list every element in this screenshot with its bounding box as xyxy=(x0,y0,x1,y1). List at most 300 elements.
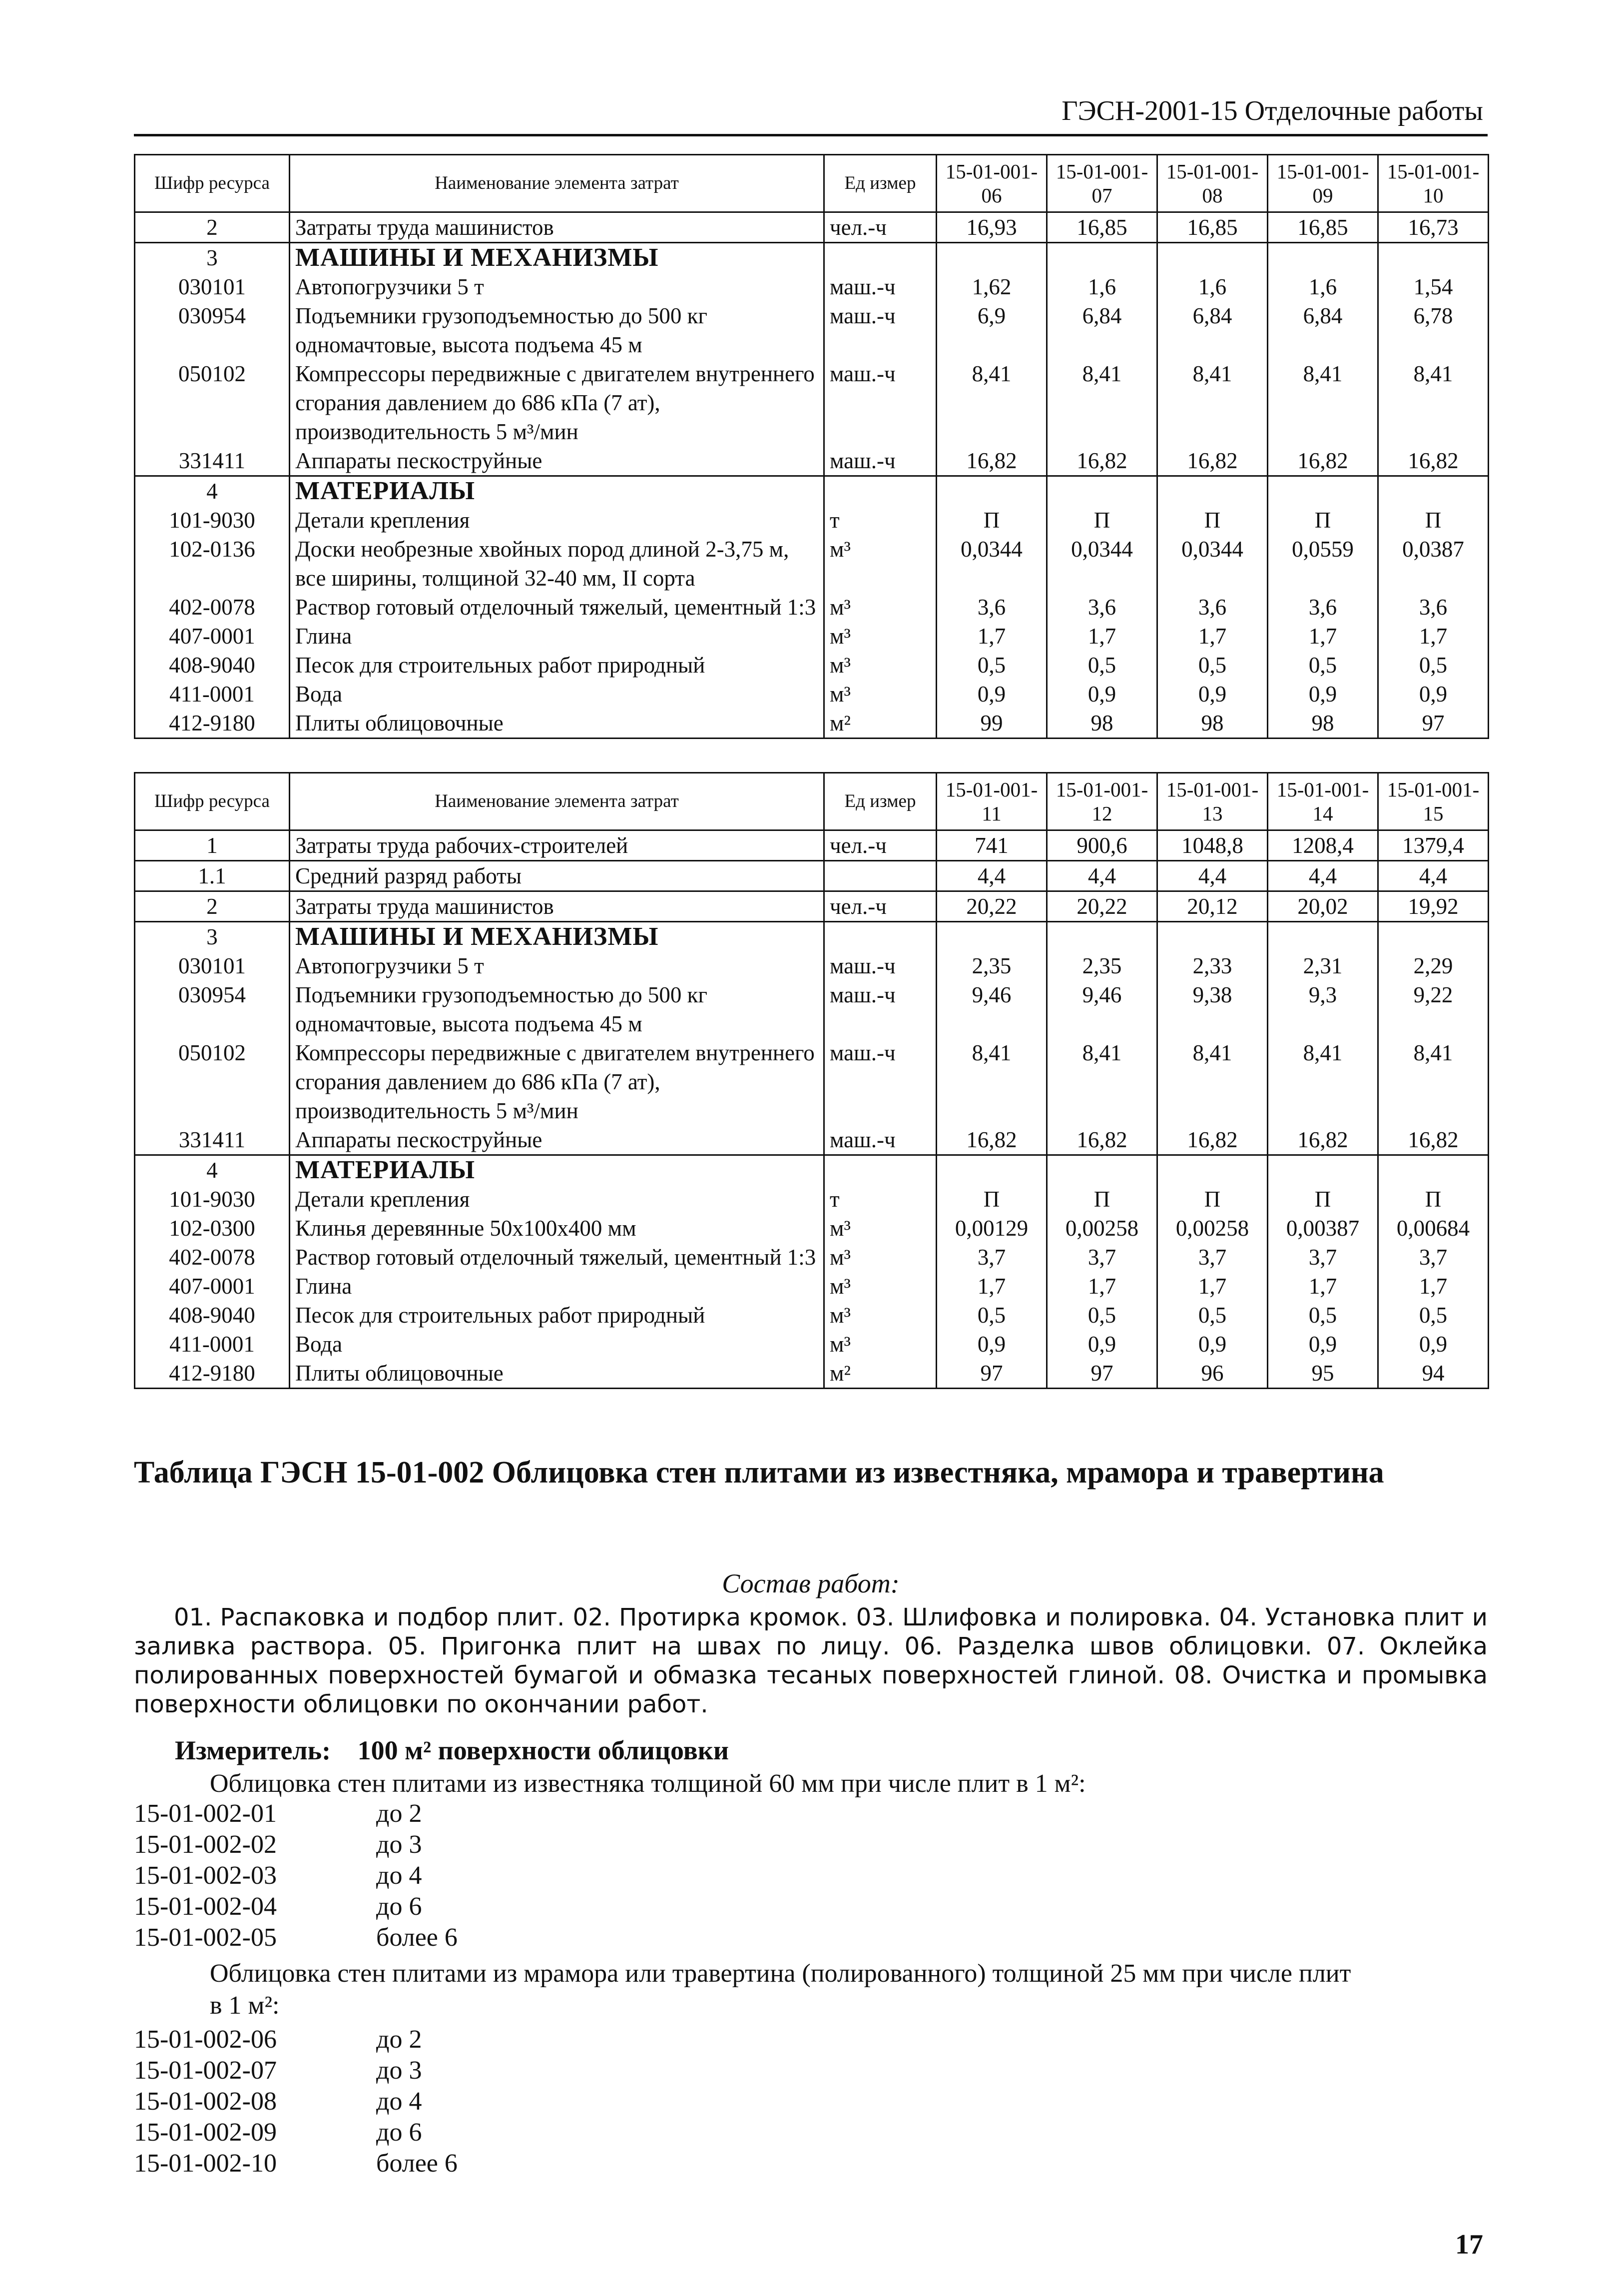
unit-cell: м² xyxy=(824,709,937,739)
table-row xyxy=(135,1359,1489,1389)
value-cell xyxy=(937,922,1047,952)
value-cell: 3,6 xyxy=(1157,593,1268,622)
value-cell: 0,0344 xyxy=(1047,535,1157,593)
table-row xyxy=(135,243,1489,273)
unit-cell xyxy=(824,476,937,506)
value-cell: 9,22 xyxy=(1378,980,1489,1038)
norm-code: 15-01-002-03 xyxy=(134,1861,277,1890)
resource-code: 1 xyxy=(135,830,290,861)
value-cell: 97 xyxy=(1047,1359,1157,1389)
value-cell: 0,5 xyxy=(1378,651,1489,680)
header-unit: Ед измер xyxy=(824,155,937,212)
value-cell: 94 xyxy=(1378,1359,1489,1389)
unit-cell: м³ xyxy=(824,1214,937,1243)
value-cell: 9,46 xyxy=(937,980,1047,1038)
unit-cell xyxy=(824,1155,937,1185)
value-cell: 9,38 xyxy=(1157,980,1268,1038)
value-cell: 0,9 xyxy=(1157,680,1268,709)
resource-name: Плиты облицовочные xyxy=(290,1359,824,1389)
norm-description: до 4 xyxy=(376,2087,422,2116)
value-cell: 19,92 xyxy=(1378,891,1489,922)
value-cell: 8,41 xyxy=(1047,359,1157,446)
unit-cell xyxy=(824,243,937,273)
value-cell: 8,41 xyxy=(1047,1038,1157,1125)
norm-code: 15-01-002-07 xyxy=(134,2056,277,2085)
value-cell: 900,6 xyxy=(1047,830,1157,861)
resource-name: Аппараты пескоструйные xyxy=(290,446,824,476)
resource-code: 407-0001 xyxy=(135,622,290,651)
measure-value: 100 м² поверхности облицовки xyxy=(357,1735,729,1765)
value-cell: 3,6 xyxy=(1047,593,1157,622)
unit-cell: м³ xyxy=(824,622,937,651)
norm-description: до 3 xyxy=(376,2056,422,2085)
value-cell: 741 xyxy=(937,830,1047,861)
value-cell: 1,7 xyxy=(1157,622,1268,651)
table-row xyxy=(135,1243,1489,1272)
value-cell: 0,5 xyxy=(1268,651,1378,680)
table-row xyxy=(135,1330,1489,1359)
value-cell: 16,93 xyxy=(937,212,1047,243)
value-cell: 0,00387 xyxy=(1268,1214,1378,1243)
value-cell: 8,41 xyxy=(1378,359,1489,446)
resource-name: Плиты облицовочные xyxy=(290,709,824,739)
norm-code: 15-01-002-02 xyxy=(134,1830,277,1859)
column-header: 15-01-001-10 xyxy=(1378,155,1489,212)
value-cell: П xyxy=(1268,506,1378,535)
unit-cell: маш.-ч xyxy=(824,301,937,359)
value-cell: 16,85 xyxy=(1047,212,1157,243)
column-header: 15-01-001-15 xyxy=(1378,773,1489,830)
column-header: 15-01-001-09 xyxy=(1268,155,1378,212)
value-cell: 16,73 xyxy=(1378,212,1489,243)
value-cell xyxy=(1157,922,1268,952)
resource-name: Компрессоры передвижные с двигателем внутреннего сгорания давлением до 686 кПа (7 ат), производительность 5 м³/мин xyxy=(290,1038,824,1125)
unit-cell: м³ xyxy=(824,1301,937,1330)
resource-code: 102-0136 xyxy=(135,535,290,593)
value-cell: 8,41 xyxy=(1268,359,1378,446)
unit-cell: м³ xyxy=(824,651,937,680)
table-row xyxy=(135,680,1489,709)
norm-code: 15-01-002-09 xyxy=(134,2118,277,2147)
value-cell: 3,7 xyxy=(1047,1243,1157,1272)
resource-code: 412-9180 xyxy=(135,1359,290,1389)
resource-code: 411-0001 xyxy=(135,680,290,709)
resource-code: 402-0078 xyxy=(135,593,290,622)
value-cell xyxy=(937,1155,1047,1185)
list-item xyxy=(134,1830,1488,1861)
table-row xyxy=(135,980,1489,1038)
value-cell: 99 xyxy=(937,709,1047,739)
norm-description: более 6 xyxy=(376,1923,458,1952)
resource-name: Детали крепления xyxy=(290,506,824,535)
norm-description: до 6 xyxy=(376,2118,422,2147)
value-cell: 1,7 xyxy=(1047,1272,1157,1301)
value-cell: 8,41 xyxy=(1378,1038,1489,1125)
resource-code: 412-9180 xyxy=(135,709,290,739)
value-cell: 4,4 xyxy=(1378,861,1489,891)
norm-code: 15-01-002-06 xyxy=(134,2025,277,2054)
unit-cell: маш.-ч xyxy=(824,359,937,446)
resource-code: 1.1 xyxy=(135,861,290,891)
header-unit: Ед измер xyxy=(824,773,937,830)
value-cell: 6,84 xyxy=(1157,301,1268,359)
header-code: Шифр ресурса xyxy=(135,773,290,830)
value-cell: 3,7 xyxy=(1378,1243,1489,1272)
resource-table-2 xyxy=(134,772,1489,1389)
unit-cell: маш.-ч xyxy=(824,272,937,301)
value-cell xyxy=(1047,243,1157,273)
value-cell: П xyxy=(1157,1185,1268,1214)
value-cell: 0,0559 xyxy=(1268,535,1378,593)
value-cell: 1,6 xyxy=(1268,272,1378,301)
value-cell: 20,22 xyxy=(1047,891,1157,922)
resource-code: 408-9040 xyxy=(135,651,290,680)
resource-code: 050102 xyxy=(135,1038,290,1125)
resource-name: Раствор готовый отделочный тяжелый, цементный 1:3 xyxy=(290,593,824,622)
value-cell: 98 xyxy=(1157,709,1268,739)
resource-name: Затраты труда машинистов xyxy=(290,891,824,922)
value-cell: 9,46 xyxy=(1047,980,1157,1038)
resource-name: Песок для строительных работ природный xyxy=(290,1301,824,1330)
value-cell: 96 xyxy=(1157,1359,1268,1389)
table-row xyxy=(135,1125,1489,1155)
value-cell: 20,12 xyxy=(1157,891,1268,922)
works-heading: Состав работ: xyxy=(722,1568,900,1598)
value-cell: 0,9 xyxy=(937,1330,1047,1359)
value-cell: 8,41 xyxy=(937,359,1047,446)
value-cell xyxy=(1157,476,1268,506)
norm-description: до 6 xyxy=(376,1892,422,1921)
resource-name: МАШИНЫ И МЕХАНИЗМЫ xyxy=(290,243,824,273)
list-item xyxy=(134,2118,1488,2149)
unit-cell: м³ xyxy=(824,593,937,622)
value-cell: 16,82 xyxy=(1378,446,1489,476)
resource-name: Подъемники грузоподъемностью до 500 кг одномачтовые, высота подъема 45 м xyxy=(290,980,824,1038)
resource-name: Затраты труда рабочих-строителей xyxy=(290,830,824,861)
resource-code: 102-0300 xyxy=(135,1214,290,1243)
resource-code: 402-0078 xyxy=(135,1243,290,1272)
value-cell xyxy=(1157,243,1268,273)
value-cell xyxy=(1378,243,1489,273)
resource-code: 4 xyxy=(135,476,290,506)
value-cell: 8,41 xyxy=(1268,1038,1378,1125)
value-cell: 16,82 xyxy=(937,446,1047,476)
norm-code: 15-01-002-10 xyxy=(134,2149,277,2178)
value-cell: 2,29 xyxy=(1378,951,1489,980)
value-cell: 97 xyxy=(1378,709,1489,739)
resource-code: 101-9030 xyxy=(135,506,290,535)
value-cell: 0,9 xyxy=(1047,680,1157,709)
table-row xyxy=(135,593,1489,622)
list-item xyxy=(134,1799,1488,1830)
table-row xyxy=(135,212,1489,243)
header-code: Шифр ресурса xyxy=(135,155,290,212)
unit-cell xyxy=(824,922,937,952)
value-cell: 3,6 xyxy=(937,593,1047,622)
resource-code: 030101 xyxy=(135,951,290,980)
unit-cell: маш.-ч xyxy=(824,1125,937,1155)
table-row xyxy=(135,1185,1489,1214)
resource-name: Затраты труда машинистов xyxy=(290,212,824,243)
table-row xyxy=(135,709,1489,739)
value-cell: 1048,8 xyxy=(1157,830,1268,861)
value-cell xyxy=(1378,1155,1489,1185)
section-title: Таблица ГЭСН 15-01-002 Облицовка стен плитами из известняка, мрамора и травертина xyxy=(134,1456,1384,1490)
table-row xyxy=(135,506,1489,535)
group2-intro: Облицовка стен плитами из мрамора или травертина (полированного) толщиной 25 мм при числе плит в 1 м²: xyxy=(210,1959,1351,2020)
value-cell: 0,00684 xyxy=(1378,1214,1489,1243)
value-cell: 0,5 xyxy=(1047,651,1157,680)
resource-code: 3 xyxy=(135,243,290,273)
value-cell: 16,82 xyxy=(1268,1125,1378,1155)
value-cell: П xyxy=(1047,1185,1157,1214)
value-cell: П xyxy=(937,1185,1047,1214)
column-header: 15-01-001-14 xyxy=(1268,773,1378,830)
resource-code: 101-9030 xyxy=(135,1185,290,1214)
value-cell: 0,9 xyxy=(1268,680,1378,709)
resource-code: 407-0001 xyxy=(135,1272,290,1301)
resource-name: Автопогрузчики 5 т xyxy=(290,272,824,301)
value-cell: 1,7 xyxy=(1378,1272,1489,1301)
value-cell: 0,5 xyxy=(1157,1301,1268,1330)
value-cell: П xyxy=(1268,1185,1378,1214)
table-row xyxy=(135,861,1489,891)
unit-cell: т xyxy=(824,1185,937,1214)
value-cell: 6,84 xyxy=(1268,301,1378,359)
table-row xyxy=(135,301,1489,359)
unit-cell: чел.-ч xyxy=(824,212,937,243)
value-cell: 16,85 xyxy=(1268,212,1378,243)
value-cell: 4,4 xyxy=(1157,861,1268,891)
page-number: 17 xyxy=(1455,2229,1483,2260)
value-cell: П xyxy=(1378,506,1489,535)
value-cell: П xyxy=(1157,506,1268,535)
value-cell: 2,31 xyxy=(1268,951,1378,980)
unit-cell: м³ xyxy=(824,1272,937,1301)
value-cell: 16,82 xyxy=(1378,1125,1489,1155)
value-cell: 98 xyxy=(1268,709,1378,739)
value-cell xyxy=(1047,922,1157,952)
value-cell: 4,4 xyxy=(937,861,1047,891)
table-row xyxy=(135,830,1489,861)
value-cell: 0,00258 xyxy=(1047,1214,1157,1243)
column-header: 15-01-001-12 xyxy=(1047,773,1157,830)
unit-cell: маш.-ч xyxy=(824,1038,937,1125)
value-cell: 16,82 xyxy=(1157,446,1268,476)
value-cell: 16,85 xyxy=(1157,212,1268,243)
value-cell: 0,5 xyxy=(1378,1301,1489,1330)
resource-name: Детали крепления xyxy=(290,1185,824,1214)
resource-name: Автопогрузчики 5 т xyxy=(290,951,824,980)
list-item xyxy=(134,1923,1488,1954)
value-cell xyxy=(937,476,1047,506)
value-cell: 95 xyxy=(1268,1359,1378,1389)
measure-line xyxy=(175,1735,729,1766)
value-cell: 1,7 xyxy=(1268,622,1378,651)
value-cell xyxy=(1268,243,1378,273)
value-cell xyxy=(1157,1155,1268,1185)
value-cell: 0,5 xyxy=(1268,1301,1378,1330)
resource-name: Клинья деревянные 50х100х400 мм xyxy=(290,1214,824,1243)
value-cell: 0,9 xyxy=(1047,1330,1157,1359)
table-row xyxy=(135,891,1489,922)
table-row xyxy=(135,1155,1489,1185)
value-cell: 3,7 xyxy=(1157,1243,1268,1272)
norm-description: до 3 xyxy=(376,1830,422,1859)
value-cell: 0,5 xyxy=(1047,1301,1157,1330)
list-item xyxy=(134,2056,1488,2087)
resource-code: 331411 xyxy=(135,1125,290,1155)
resource-code: 050102 xyxy=(135,359,290,446)
header-name: Наименование элемента затрат xyxy=(290,155,824,212)
unit-cell: маш.-ч xyxy=(824,446,937,476)
table-row xyxy=(135,272,1489,301)
value-cell: 97 xyxy=(937,1359,1047,1389)
resource-name: Аппараты пескоструйные xyxy=(290,1125,824,1155)
resource-name: Вода xyxy=(290,1330,824,1359)
value-cell xyxy=(1268,922,1378,952)
value-cell: 1,62 xyxy=(937,272,1047,301)
value-cell: 8,41 xyxy=(1157,1038,1268,1125)
value-cell: 1,7 xyxy=(937,1272,1047,1301)
unit-cell xyxy=(824,861,937,891)
value-cell: 0,0344 xyxy=(1157,535,1268,593)
value-cell: 16,82 xyxy=(937,1125,1047,1155)
unit-cell: маш.-ч xyxy=(824,951,937,980)
value-cell: 0,0344 xyxy=(937,535,1047,593)
value-cell: 2,35 xyxy=(937,951,1047,980)
value-cell: 0,9 xyxy=(1268,1330,1378,1359)
list-item xyxy=(134,1892,1488,1923)
value-cell: 0,9 xyxy=(937,680,1047,709)
value-cell: 16,82 xyxy=(1157,1125,1268,1155)
value-cell: 4,4 xyxy=(1268,861,1378,891)
value-cell: 20,02 xyxy=(1268,891,1378,922)
value-cell: 16,82 xyxy=(1268,446,1378,476)
resource-code: 331411 xyxy=(135,446,290,476)
norm-description: до 4 xyxy=(376,1861,422,1890)
resource-code: 408-9040 xyxy=(135,1301,290,1330)
value-cell: 1,7 xyxy=(1378,622,1489,651)
unit-cell: т xyxy=(824,506,937,535)
value-cell xyxy=(1378,476,1489,506)
value-cell: 16,82 xyxy=(1047,1125,1157,1155)
value-cell: 0,5 xyxy=(1157,651,1268,680)
value-cell: 3,6 xyxy=(1378,593,1489,622)
value-cell: 0,9 xyxy=(1378,680,1489,709)
norm-code: 15-01-002-01 xyxy=(134,1799,277,1828)
value-cell: П xyxy=(1047,506,1157,535)
value-cell xyxy=(1268,476,1378,506)
column-header: 15-01-001-06 xyxy=(937,155,1047,212)
norm-code: 15-01-002-04 xyxy=(134,1892,277,1921)
running-header: ГЭСН-2001-15 Отделочные работы xyxy=(1062,95,1483,126)
value-cell: 1,6 xyxy=(1047,272,1157,301)
norm-code: 15-01-002-08 xyxy=(134,2087,277,2116)
table-row xyxy=(135,1301,1489,1330)
value-cell: 4,4 xyxy=(1047,861,1157,891)
unit-cell: м² xyxy=(824,1359,937,1389)
norm-description: более 6 xyxy=(376,2149,458,2178)
value-cell: 1,7 xyxy=(1157,1272,1268,1301)
value-cell: 1,7 xyxy=(1268,1272,1378,1301)
table-row xyxy=(135,446,1489,476)
resource-name: Подъемники грузоподъемностью до 500 кг одномачтовые, высота подъема 45 м xyxy=(290,301,824,359)
value-cell: 9,3 xyxy=(1268,980,1378,1038)
value-cell: 8,41 xyxy=(1157,359,1268,446)
value-cell: 1208,4 xyxy=(1268,830,1378,861)
resource-code: 4 xyxy=(135,1155,290,1185)
value-cell: 2,33 xyxy=(1157,951,1268,980)
value-cell: 1,7 xyxy=(1047,622,1157,651)
table-row xyxy=(135,1214,1489,1243)
value-cell xyxy=(1378,922,1489,952)
unit-cell: чел.-ч xyxy=(824,891,937,922)
resource-name: МАШИНЫ И МЕХАНИЗМЫ xyxy=(290,922,824,952)
resource-code: 030954 xyxy=(135,980,290,1038)
resource-table-1 xyxy=(134,154,1489,739)
resource-code: 411-0001 xyxy=(135,1330,290,1359)
header-name: Наименование элемента затрат xyxy=(290,773,824,830)
table-row xyxy=(135,1272,1489,1301)
group1-intro: Облицовка стен плитами из известняка толщиной 60 мм при числе плит в 1 м²: xyxy=(210,1769,1086,1798)
norm-code: 15-01-002-05 xyxy=(134,1923,277,1952)
list-item xyxy=(134,2087,1488,2118)
column-header: 15-01-001-07 xyxy=(1047,155,1157,212)
resource-name: Компрессоры передвижные с двигателем внутреннего сгорания давлением до 686 кПа (7 ат), производительность 5 м³/мин xyxy=(290,359,824,446)
resource-name: Средний разряд работы xyxy=(290,861,824,891)
resource-code: 3 xyxy=(135,922,290,952)
resource-name: Глина xyxy=(290,1272,824,1301)
value-cell: П xyxy=(1378,1185,1489,1214)
norm-description: до 2 xyxy=(376,1799,422,1828)
column-header: 15-01-001-13 xyxy=(1157,773,1268,830)
resource-name: Доски необрезные хвойных пород длиной 2-3,75 м, все ширины, толщиной 32-40 мм, II сорта xyxy=(290,535,824,593)
value-cell: 0,00129 xyxy=(937,1214,1047,1243)
value-cell: 8,41 xyxy=(937,1038,1047,1125)
header-rule xyxy=(134,134,1488,136)
unit-cell: м³ xyxy=(824,1243,937,1272)
unit-cell: м³ xyxy=(824,1330,937,1359)
resource-code: 2 xyxy=(135,212,290,243)
measure-label: Измеритель: xyxy=(175,1735,331,1765)
value-cell: 6,84 xyxy=(1047,301,1157,359)
value-cell xyxy=(1047,1155,1157,1185)
value-cell: 3,7 xyxy=(937,1243,1047,1272)
list-item xyxy=(134,2025,1488,2056)
resource-name: Вода xyxy=(290,680,824,709)
table-row xyxy=(135,622,1489,651)
value-cell: 1,7 xyxy=(937,622,1047,651)
value-cell: 6,9 xyxy=(937,301,1047,359)
value-cell: 0,5 xyxy=(937,651,1047,680)
table-row xyxy=(135,535,1489,593)
unit-cell: м³ xyxy=(824,680,937,709)
table-row xyxy=(135,1038,1489,1125)
value-cell: 0,00258 xyxy=(1157,1214,1268,1243)
works-text: 01. Распаковка и подбор плит. 02. Протирка кромок. 03. Шлифовка и полировка. 04. Установка плит и заливка раствора. 05. Пригонка плит на швах по лицу. 06. Разделка швов облицовки. 07. Оклейка полированных поверхностей бумагой и обмазка тесаных поверхностей глиной. 08. Очистка и промывка поверхности облицовки по окончании работ. xyxy=(134,1603,1488,1718)
table-row xyxy=(135,951,1489,980)
norm-description: до 2 xyxy=(376,2025,422,2054)
value-cell: 1,6 xyxy=(1157,272,1268,301)
value-cell: 6,78 xyxy=(1378,301,1489,359)
resource-name: Раствор готовый отделочный тяжелый, цементный 1:3 xyxy=(290,1243,824,1272)
value-cell: 1,54 xyxy=(1378,272,1489,301)
resource-code: 030954 xyxy=(135,301,290,359)
value-cell: 2,35 xyxy=(1047,951,1157,980)
value-cell: 3,6 xyxy=(1268,593,1378,622)
list-item xyxy=(134,2149,1488,2180)
